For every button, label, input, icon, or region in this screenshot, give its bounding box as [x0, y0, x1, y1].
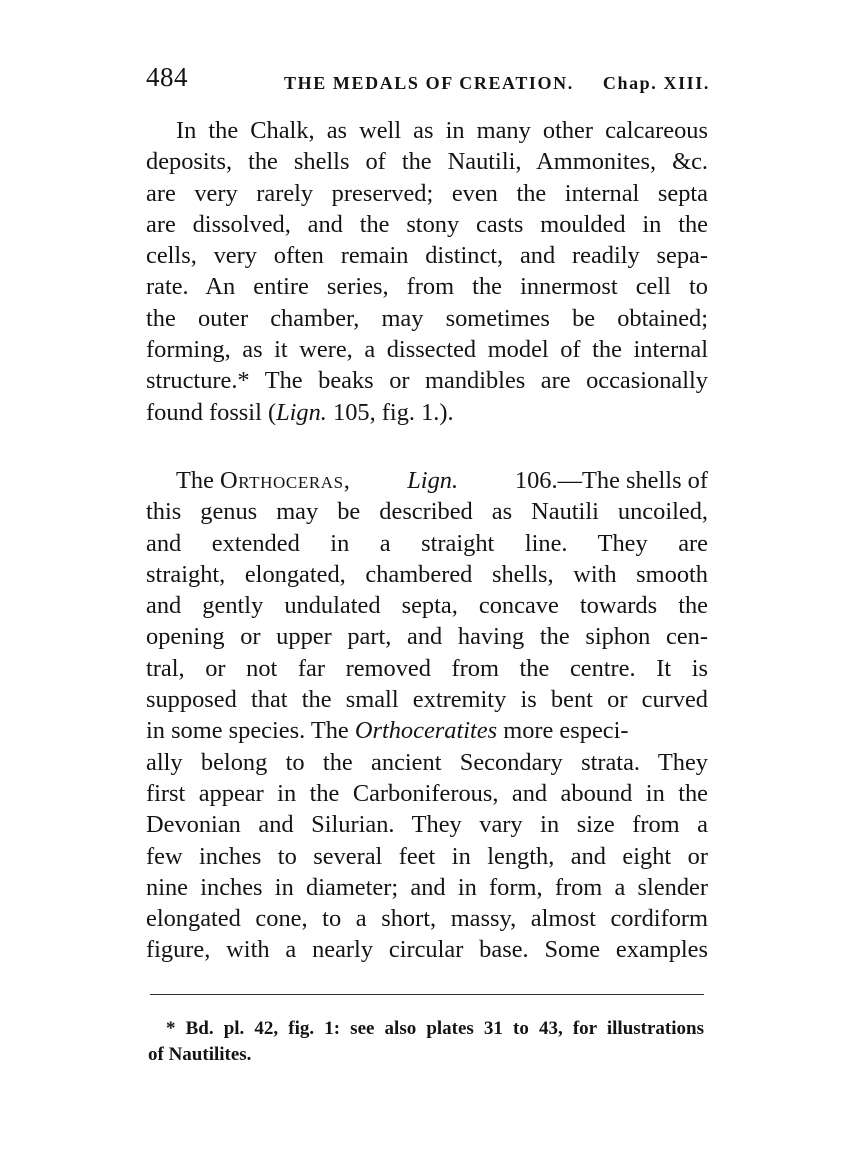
line-text: are very rarely preserved; even the internal septa	[146, 179, 708, 207]
genus-name: Orthoceras,	[220, 467, 351, 494]
line-text: Devonian and Silurian. They vary in size from a	[146, 811, 708, 839]
line-text: rate. An entire series, from the innermost cell to	[146, 273, 708, 301]
running-title: THE MEDALS OF CREATION.	[284, 73, 574, 93]
text-line	[146, 528, 708, 559]
text-line	[146, 178, 708, 209]
line-text: more especi-	[497, 717, 629, 745]
text-line	[146, 934, 708, 965]
text-line	[146, 115, 708, 146]
text-line	[146, 653, 708, 684]
text-line	[146, 496, 708, 527]
text-line	[146, 334, 708, 365]
line-text: supposed that the small extremity is bent or curved	[146, 686, 708, 714]
line-text: 106.—The shells of	[514, 467, 708, 494]
line-text: found fossil (	[146, 398, 277, 426]
line-text: In the Chalk, as well as in many other calcareous	[176, 117, 708, 144]
italic-reference: Lign.	[407, 467, 459, 494]
line-text: are dissolved, and the stony casts moulded in the	[146, 210, 708, 238]
text-line	[146, 590, 708, 621]
line-text: this genus may be described as Nautili uncoiled,	[146, 498, 708, 526]
footnote-line	[148, 1016, 704, 1042]
footnote-line	[148, 1042, 704, 1068]
chapter-label: Chap. XIII.	[602, 73, 710, 93]
line-text: opening or upper part, and having the siphon cen-	[146, 623, 708, 651]
footnote-text: * Bd. pl. 42, fig. 1: see also plates 31 to 43, for illustrations	[166, 1018, 704, 1039]
text-line	[146, 465, 708, 496]
paragraph-chalk-septa	[146, 115, 708, 428]
text-line	[146, 747, 708, 778]
line-text: The	[176, 467, 221, 494]
footnote-text: of Nautilites.	[148, 1044, 252, 1065]
italic-term: Orthoceratites	[354, 717, 498, 745]
text-line	[146, 809, 708, 840]
line-text: the outer chamber, may sometimes be obtained;	[146, 304, 708, 332]
running-head	[146, 62, 710, 98]
page-number: 484	[146, 62, 188, 92]
text-line	[146, 903, 708, 934]
line-text: and extended in a straight line. They are	[146, 529, 708, 557]
line-text: elongated cone, to a short, massy, almost cordiform	[146, 905, 708, 933]
text-line	[146, 365, 708, 396]
line-text: in some species. The	[146, 717, 355, 745]
text-line	[146, 684, 708, 715]
line-text	[176, 465, 350, 496]
line-text: forming, as it were, a dissected model of the internal	[146, 336, 708, 364]
line-text: straight, elongated, chambered shells, with smooth	[146, 560, 708, 588]
text-line	[146, 146, 708, 177]
text-line	[146, 271, 708, 302]
text-line	[146, 841, 708, 872]
italic-reference: Lign.	[276, 398, 327, 426]
line-text: figure, with a nearly circular base. Some examples	[146, 936, 708, 964]
line-text: cells, very often remain distinct, and readily sepa-	[146, 242, 708, 270]
line-text: ally belong to the ancient Secondary strata. They	[146, 748, 708, 776]
text-line	[146, 303, 708, 334]
line-text: 105, fig. 1.).	[326, 398, 454, 426]
footnote-divider	[150, 994, 704, 995]
text-line	[146, 621, 708, 652]
line-text: and gently undulated septa, concave towards the	[146, 592, 708, 620]
line-text: nine inches in diameter; and in form, from a slender	[146, 873, 708, 901]
text-line	[146, 778, 708, 809]
text-line	[146, 559, 708, 590]
line-text: deposits, the shells of the Nautili, Ammonites, &c.	[146, 148, 708, 176]
text-line	[146, 715, 708, 746]
text-line	[146, 240, 708, 271]
line-text: few inches to several feet in length, and eight or	[146, 842, 708, 870]
text-line	[146, 209, 708, 240]
line-text: tral, or not far removed from the centre. It is	[146, 654, 708, 682]
line-text: first appear in the Carboniferous, and abound in the	[146, 779, 708, 807]
text-line	[146, 872, 708, 903]
line-text: structure.* The beaks or mandibles are occasionally	[146, 367, 708, 395]
paragraph-orthoceras	[146, 465, 708, 966]
footnote	[148, 1016, 704, 1068]
text-line	[146, 397, 708, 428]
